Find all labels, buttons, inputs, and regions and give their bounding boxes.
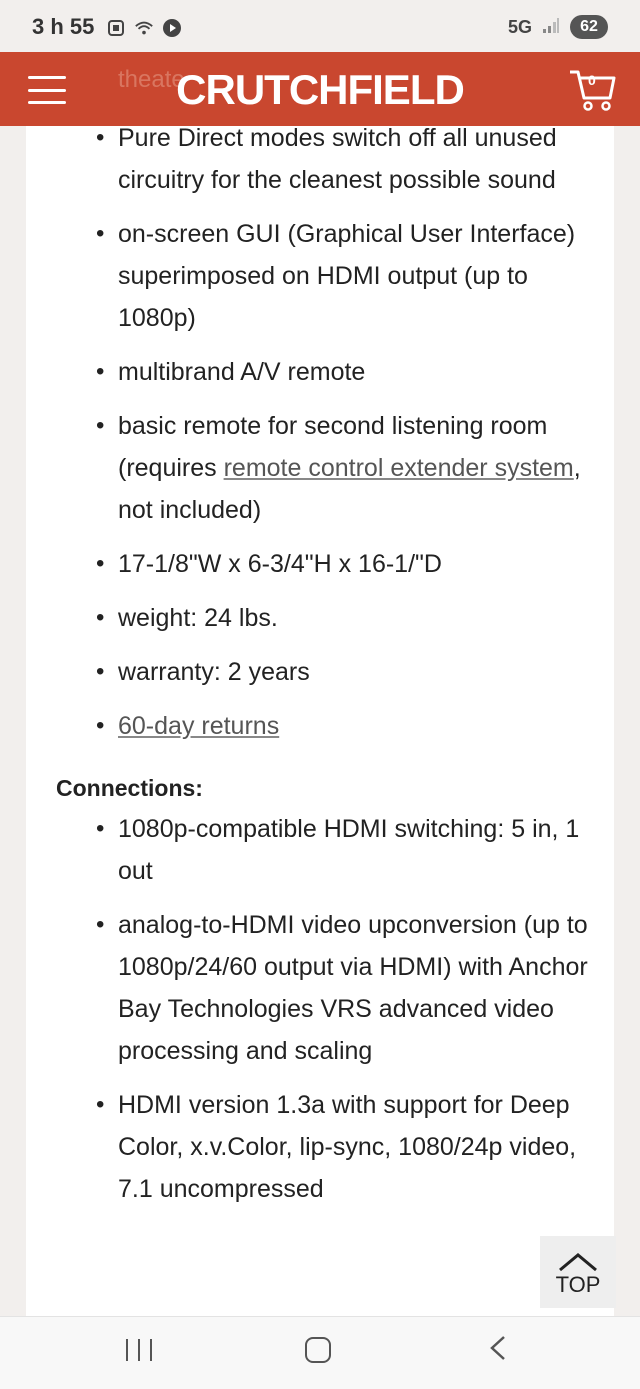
back-to-top-button[interactable] xyxy=(540,1236,616,1308)
returns-link[interactable]: 60-day returns xyxy=(118,712,280,740)
recent-apps-button[interactable] xyxy=(126,1339,152,1361)
list-item: • Pure Direct modes switch off all unused circuitry for the cleanest possible sound xyxy=(26,126,614,201)
product-details xyxy=(26,126,614,1316)
connections-heading: Connections: xyxy=(56,775,203,801)
status-right xyxy=(508,15,608,39)
wifi-icon xyxy=(134,18,154,38)
list-item: • warranty: 2 years xyxy=(26,651,614,693)
list-item: • HDMI version 1.3a with support for Deep Color, x.v.Color, lip-sync, 1080/24p video, 7.1 uncompressed xyxy=(26,1084,614,1210)
cart-count: 0 xyxy=(588,72,596,88)
site-header xyxy=(0,52,640,126)
back-button[interactable] xyxy=(484,1333,514,1363)
list-item: • multibrand A/V remote xyxy=(26,351,614,393)
back-arrow-icon xyxy=(484,1333,514,1363)
list-item: • on-screen GUI (Graphical User Interface) superimposed on HDMI output (up to 1080p) xyxy=(26,213,614,339)
list-item: • basic remote for second listening room (requires remote control extender system, not included) xyxy=(26,405,614,531)
scrolled-heading-text: theate xyxy=(118,66,185,93)
chevron-up-icon xyxy=(556,1252,600,1272)
home-button[interactable] xyxy=(305,1337,331,1363)
list-item: • 1080p-compatible HDMI switching: 5 in, 1 out xyxy=(26,808,614,892)
signal-icon xyxy=(542,16,560,39)
top-label: TOP xyxy=(555,1272,601,1297)
battery-badge: 62 xyxy=(570,15,608,39)
brand-logo[interactable]: CRUTCHFIELD xyxy=(176,66,464,113)
features-list xyxy=(26,126,614,747)
play-icon xyxy=(162,18,182,38)
network-label: 5G xyxy=(507,16,532,37)
list-item: • weight: 24 lbs. xyxy=(26,597,614,639)
connections-list xyxy=(26,808,614,1210)
status-bar xyxy=(0,0,640,52)
status-icons xyxy=(106,18,182,38)
list-item xyxy=(26,705,614,747)
cart-button[interactable] xyxy=(568,66,618,112)
list-item: • analog-to-HDMI video upconversion (up to 1080p/24/60 output via HDMI) with Anchor Bay Technologies VRS advanced video processing and scaling xyxy=(26,904,614,1072)
system-nav-bar xyxy=(0,1316,640,1389)
status-time: 3 h 55 xyxy=(32,14,95,39)
remote-extender-link[interactable]: remote control extender system xyxy=(223,454,574,482)
list-item: • 17-1/8"W x 6-3/4"H x 16-1/"D xyxy=(26,543,614,585)
screenshot-icon xyxy=(106,18,126,38)
